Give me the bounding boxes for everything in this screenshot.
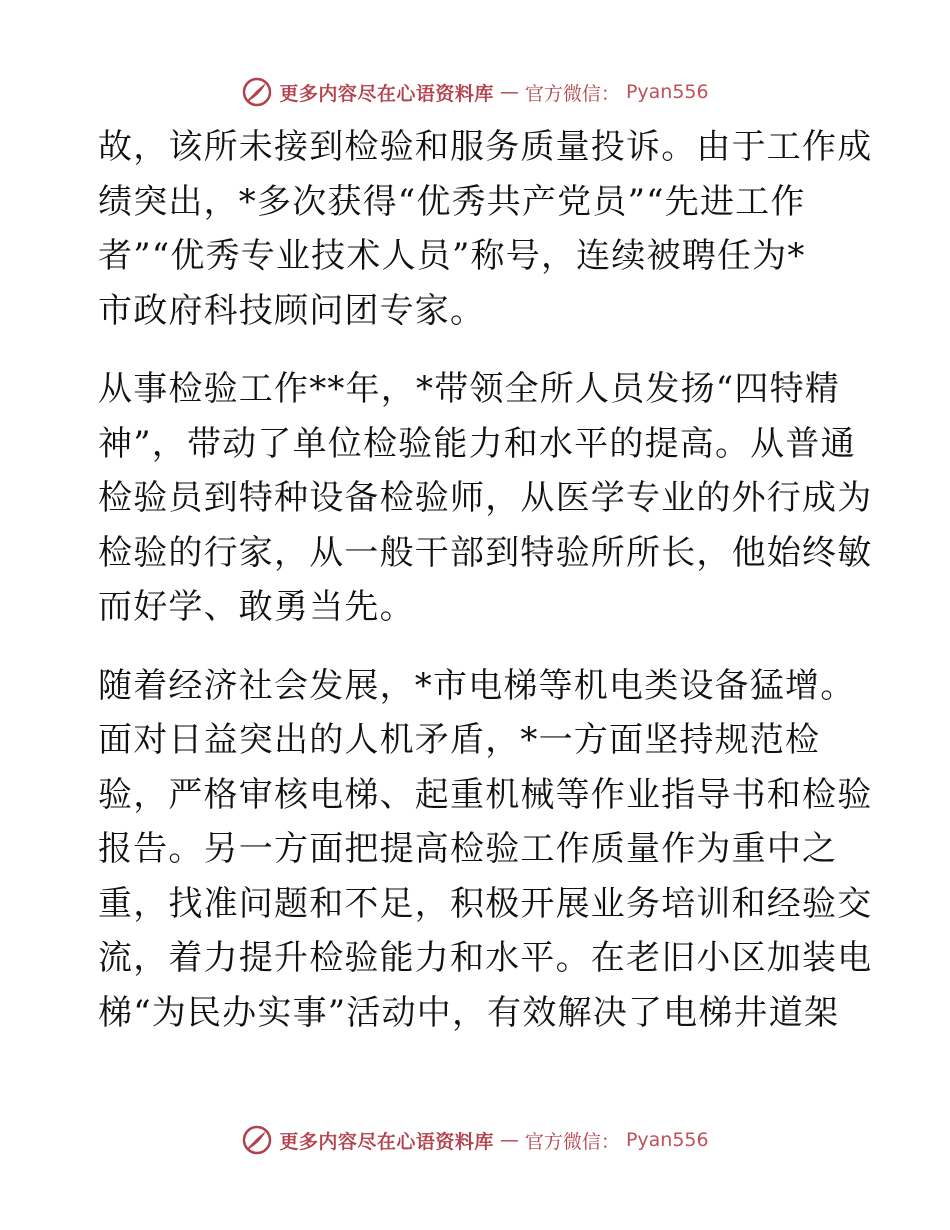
footer-separator: — — [499, 1129, 519, 1151]
footer-wechat-label: 官方微信： — [524, 1130, 620, 1153]
document-body — [98, 120, 873, 1040]
header-separator: — — [499, 81, 519, 103]
paragraph-line: 检验员到特种设备检验师，从医学专业的外行成为 — [98, 478, 873, 518]
header-brand-text: 更多内容尽在心语资料库 — [279, 82, 494, 105]
paragraph-line: 报告。另一方面把提高检验工作质量作为重中之 — [98, 829, 838, 869]
paragraph-line: 流，着力提升检验能力和水平。在老旧小区加装电 — [98, 938, 873, 978]
paragraph-line: 故，该所未接到检验和服务质量投诉。由于工作成 — [98, 127, 873, 167]
paragraph-line: 绩突出，*多次获得“优秀共产党员”“先进工作 — [98, 181, 806, 222]
paragraph-line: 随着经济社会发展，*市电梯等机电类设备猛增。 — [98, 665, 856, 706]
header-banner — [0, 72, 950, 112]
paragraph-3 — [98, 659, 873, 1041]
paragraph-line: 而好学、敢勇当先。 — [98, 587, 415, 627]
header-wechat-label: 官方微信： — [524, 82, 620, 105]
paragraph-line: 从事检验工作**年，*带领全所人员发扬“四特精 — [98, 369, 840, 409]
paragraph-line: 检验的行家，从一般干部到特验所所长，他始终敏 — [98, 532, 873, 573]
paragraph-line: 重，找准问题和不足，积极开展业务培训和经验交 — [98, 883, 873, 924]
paragraph-2 — [98, 362, 873, 635]
paragraph-line: 神”，带动了单位检验能力和水平的提高。从普通 — [98, 423, 856, 464]
paragraph-line: 面对日益突出的人机矛盾，*一方面坚持规范检 — [98, 720, 821, 760]
footer-brand-text: 更多内容尽在心语资料库 — [279, 1130, 494, 1153]
quill-logo-icon — [241, 76, 273, 108]
paragraph-line: 梯“为民办实事”活动中，有效解决了电梯井道架 — [98, 992, 840, 1033]
quill-logo-icon — [241, 1124, 273, 1156]
footer-wechat-id: Pyan556 — [625, 1129, 709, 1151]
paragraph-line: 验，严格审核电梯、起重机械等作业指导书和检验 — [98, 774, 873, 815]
header-wechat-id: Pyan556 — [625, 81, 709, 103]
footer-banner — [0, 1120, 950, 1160]
paragraph-1 — [98, 120, 873, 338]
paragraph-line: 者”“优秀专业技术人员”称号，连续被聘任为* — [98, 236, 806, 276]
paragraph-line: 市政府科技顾问团专家。 — [98, 290, 486, 331]
